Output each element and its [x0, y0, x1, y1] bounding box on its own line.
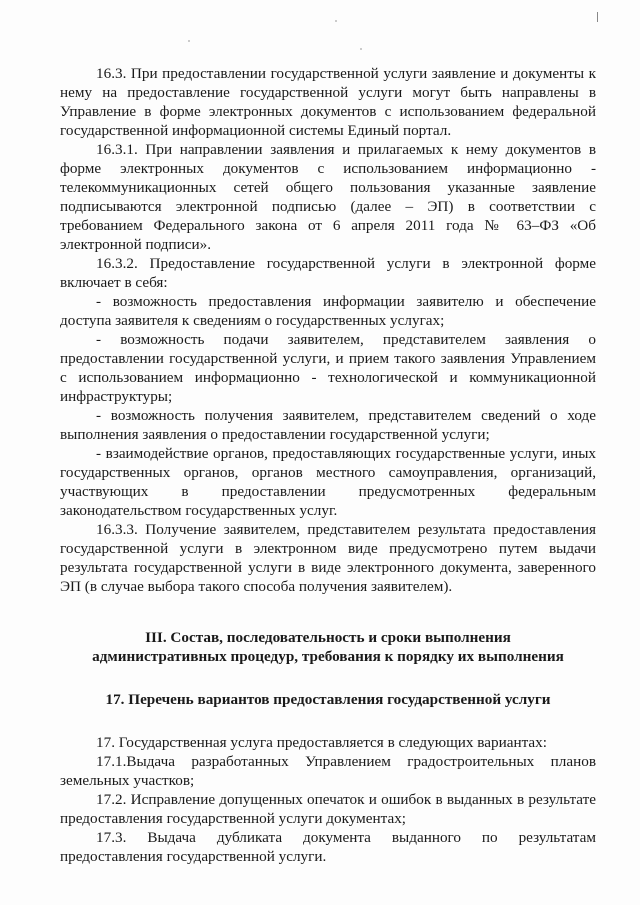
list-item-status-info: - возможность получения заявителем, представителем сведений о ходе выполнения заявления о предоставлении государственной услуги; [60, 407, 596, 443]
paragraph-16-3-2: 16.3.2. Предоставление государственной услуги в электронной форме включает в себя: [60, 255, 596, 291]
scan-speck [335, 20, 337, 22]
paragraph-16-3-1: 16.3.1. При направлении заявления и прилагаемых к нему документов в форме электронных документов с использованием информационно - телекоммуникационных сетей общего пользования указанные заявление подписываются электронной подписью (далее – ЭП) в соответствии с требованием Федерального закона от 6 апреля 2011 года № 63–ФЗ «Об электронной подписи». [60, 141, 596, 253]
paragraph-17-2: 17.2. Исправление допущенных опечаток и ошибок в выданных в результате предоставления государственной услуги документах; [60, 791, 596, 827]
scan-speck [360, 48, 362, 50]
list-item-application-submission: - возможность подачи заявителем, представителем заявления о предоставлении государственной услуги, и прием такого заявления Управлением с использованием информационно - технологической и коммуникационной инфраструктуры; [60, 331, 596, 405]
list-item-interagency: - взаимодействие органов, предоставляющих государственные услуги, иных государственных органов, органов местного самоуправления, организаций, участвующих в предоставлении предусмотренных федеральным законодательством государственных услуг. [60, 445, 596, 519]
spacer [60, 709, 596, 733]
paragraph-17-3: 17.3. Выдача дубликата документа выданного по результатам предоставления государственной услуги. [60, 829, 596, 865]
scan-speck [188, 40, 190, 42]
scan-mark [597, 12, 598, 22]
document-body [60, 64, 596, 866]
spacer [60, 666, 596, 690]
subsection-heading: 17. Перечень вариантов предоставления государственной услуги [105, 691, 551, 708]
section-heading-line-1: III. Состав, последовательность и сроки выполнения [145, 629, 511, 646]
paragraph-16-3: 16.3. При предоставлении государственной услуги заявление и документы к нему на предоставление государственной услуги могут быть направлены в Управление в форме электронных документов с использованием федеральной государственной информационной системы Единый портал. [60, 65, 596, 139]
spacer [60, 596, 596, 628]
section-heading-line-2: административных процедур, требования к порядку их выполнения [92, 648, 564, 665]
paragraph-16-3-3: 16.3.3. Получение заявителем, представителем результата предоставления государственной услуги в электронном виде предусмотрено путем выдачи результата государственной услуги в виде электронного документа, заверенного ЭП (в случае выбора такого способа получения заявителем). [60, 521, 596, 595]
paragraph-17: 17. Государственная услуга предоставляется в следующих вариантах: [96, 734, 547, 751]
list-item-info-access: - возможность предоставления информации заявителю и обеспечение доступа заявителя к сведениям о государственных услугах; [60, 293, 596, 329]
paragraph-17-1: 17.1.Выдача разработанных Управлением градостроительных планов земельных участков; [60, 753, 596, 789]
